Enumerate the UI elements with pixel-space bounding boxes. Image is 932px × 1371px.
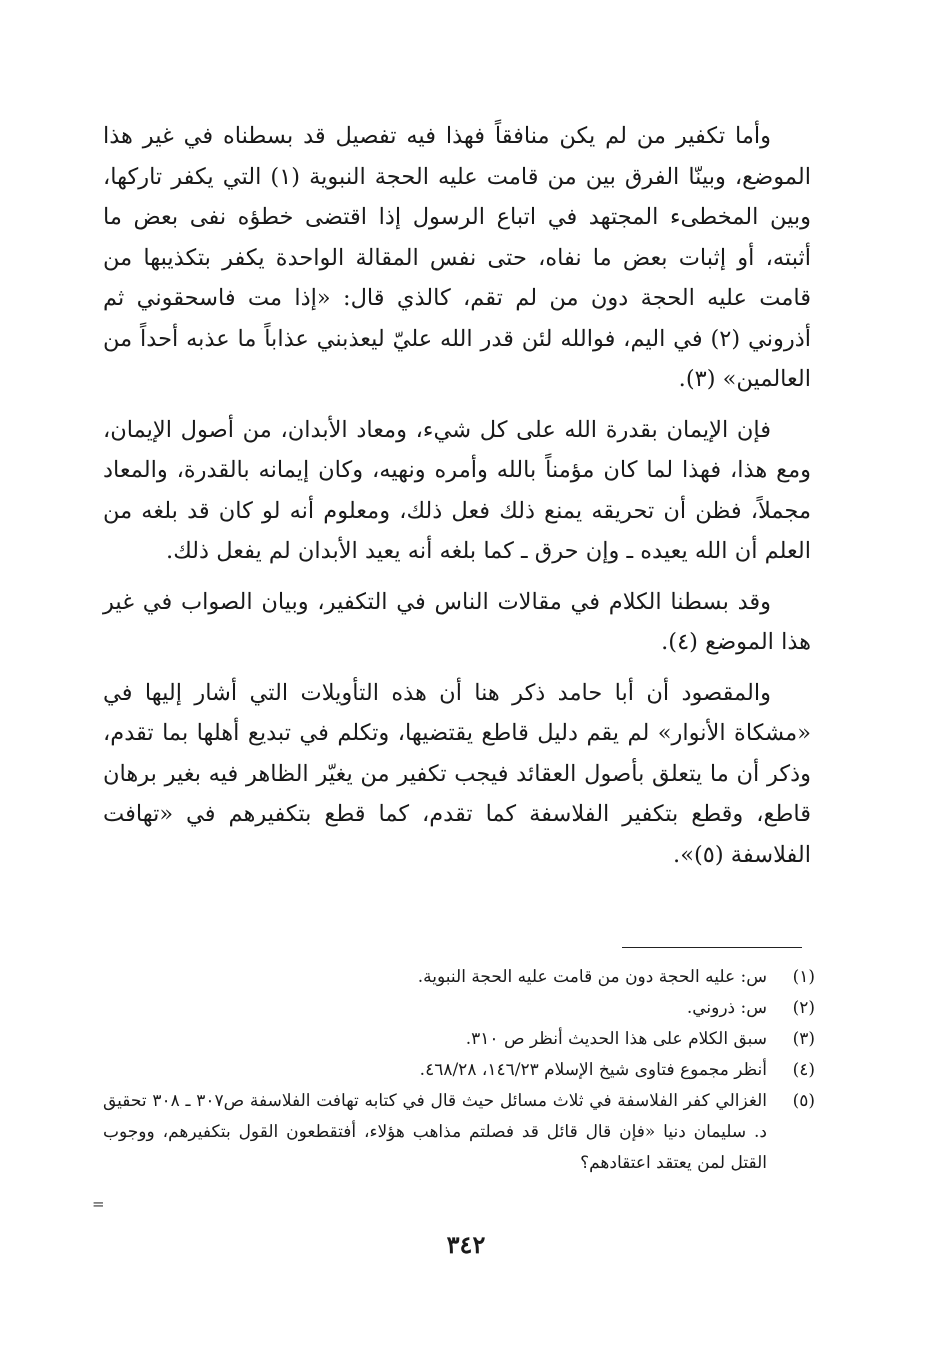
footnote: [103, 1086, 815, 1179]
footnote-text: سبق الكلام على هذا الحديث أنظر ص ٣١٠.: [465, 1029, 767, 1049]
paragraph: والمقصود أن أبا حامد ذكر هنا أن هذه التأويلات التي أشار إليها في «مشكاة الأنوار» لم يقم دليل قاطع يقتضيها، وتكلم في تبديع أهلها بما تقدم، وذكر أن ما يتعلق بأصول العقائد فيجب تكفير من يغيّر الظاهر فيه بغير برهان قاطع، وقطع بتكفير الفلاسفة كما تقدم، كما قطع بتكفيرهم في «تهافت الفلاسفة (٥)».: [103, 679, 811, 868]
continuation-mark: =: [92, 1195, 105, 1213]
footnote-number: (٢): [792, 998, 815, 1018]
footnote-text: س: ذروني.: [686, 998, 767, 1018]
footnote-text: أنظر مجموع فتاوى شيخ الإسلام ١٤٦/٢٣، ٤٦٨/٢٨.: [419, 1060, 767, 1080]
footnote-text: الغزالي كفر الفلاسفة في ثلاث مسائل حيث قال في كتابه تهافت الفلاسفة ص٣٠٧ ـ ٣٠٨ تحقيق د. سليمان دنيا «فإن قال قائل قد فصلتم مذاهب هؤلاء، أفتقطعون القول بتكفيرهم، ووجوب القتل لمن يعتقد اعتقادهم؟: [103, 1091, 767, 1173]
paragraph: وأما تكفير من لم يكن منافقاً فهذا فيه تفصيل قد بسطناه في غير هذا الموضع، وبينّا الفرق بين من قامت عليه الحجة النبوية (١) التي يكفر تاركها، وبين المخطىء المجتهد في اتباع الرسول إذا اقتضى خطؤه نفى بعض ما أثبته، أو إثبات بعض ما نفاه، حتى نفس المقالة الواحدة يكفر بتكذيبها من قامت عليه الحجة دون من لم تقم، كالذي قال: «إذا مت فاسحقوني ثم أذروني (٢) في اليم، فوالله لئن قدر الله عليّ ليعذبني عذاباً ما عذبه أحداً من العالمين» (٣).: [103, 123, 812, 392]
footnotes: [103, 962, 815, 1179]
footnote: [103, 993, 815, 1024]
footnote-number: (٥): [792, 1091, 815, 1111]
page-number: ٣٤٢: [446, 1230, 486, 1259]
paragraph: وقد بسطنا الكلام في مقالات الناس في التكفير، وبيان الصواب في غير هذا الموضع (٤).: [103, 588, 811, 655]
paragraph: فإن الإيمان بقدرة الله على كل شيء، ومعاد الأبدان، من أصول الإيمان، ومع هذا، فهذا لما كان مؤمناً بالله وأمره ونهيه، وكان إيمانه بالقدرة، والمعاد مجملاً، فظن أن تحريقه يمنع ذلك فعل ذلك، ومعلوم أنه لو كان قد بلغه من العلم أن الله يعيده ـ وإن حرق ـ كما بلغه أنه يعيد الأبدان لم يفعل ذلك.: [103, 416, 811, 564]
footnote-number: (٤): [792, 1060, 815, 1080]
footnote: [103, 1024, 815, 1055]
footnote-number: (٣): [792, 1029, 815, 1049]
main-text: [103, 116, 811, 875]
footnote: [103, 1055, 815, 1086]
footnote-number: (١): [792, 967, 815, 987]
footnote: [103, 962, 815, 993]
footnote-separator: [622, 947, 802, 948]
footnote-text: س: عليه الحجة دون من قامت عليه الحجة النبوية.: [417, 967, 767, 987]
